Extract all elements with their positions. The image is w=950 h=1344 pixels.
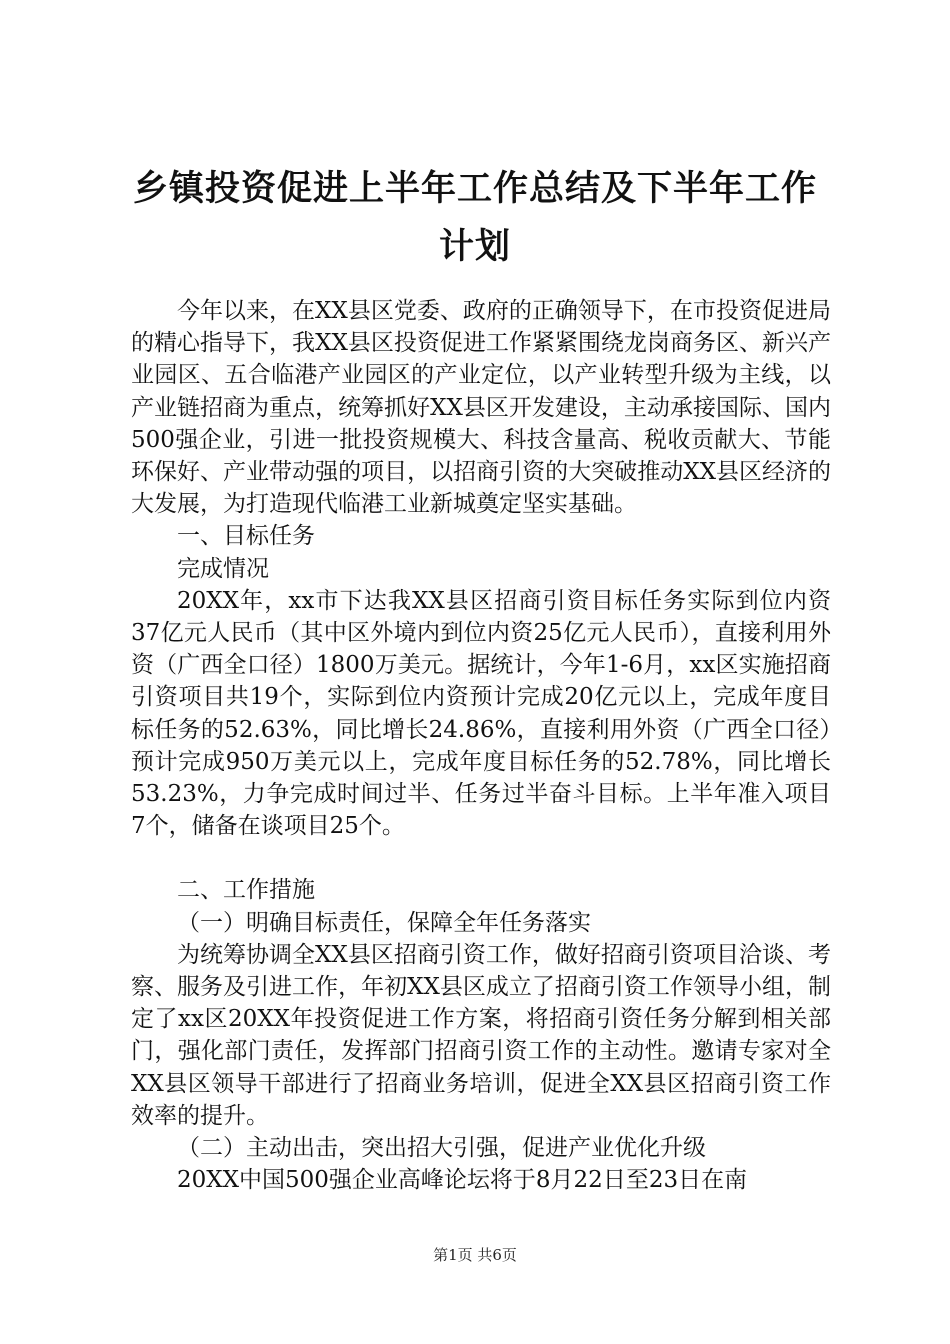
page-footer: 第1页 共6页 xyxy=(433,1246,517,1264)
subheading-measure-2: （二）主动出击，突出招大引强，促进产业优化升级 xyxy=(177,1135,706,1162)
section-heading-measures: 二、工作措施 xyxy=(177,877,315,904)
intro-paragraph: 今年以来，在XX县区党委、政府的正确领导下，在市投资促进局的精心指导下，我XX县区投资促进工作紧紧围绕龙岗商务区、新兴产业园区、五合临港产业园区的产业定位，以产业转型升级为主线，以产业链招商为重点，统筹抓好XX县区开发建设，主动承接国际、国内500强企业，引进一批投资规模大、科技含量高、税收贡献大、节能环保好、产业带动强的项目，以招商引资的大突破推动XX县区经济的大发展，为打造现代临港工业新城奠定坚实基础。 xyxy=(131,298,831,518)
completion-paragraph: 20XX年，xx市下达我XX县区招商引资目标任务实际到位内资37亿元人民币（其中区外境内到位内资25亿元人民币），直接利用外资（广西全口径）1800万美元。据统计，今年1-6月，xx区实施招商引资项目共19个，实际到位内资预计完成20亿元以上，完成年度目标任务的52.63%，同比增长24.86%，直接利用外资（广西全口径）预计完成950万美元以上，完成年度目标任务的52.78%，同比增长53.23%，力争完成时间过半、任务过半奋斗目标。上半年准入项目7个，储备在谈项目25个。 xyxy=(131,587,831,840)
document-body xyxy=(131,295,831,1196)
subheading-completion: 完成情况 xyxy=(177,555,269,582)
document-title: 乡镇投资促进上半年工作总结及下半年工作计划 xyxy=(132,168,817,267)
measure-2-paragraph: 20XX中国500强企业高峰论坛将于8月22日至23日在南 xyxy=(177,1167,748,1194)
measure-1-paragraph: 为统筹协调全XX县区招商引资工作，做好招商引资项目洽谈、考察、服务及引进工作，年初XX县区成立了招商引资工作领导小组，制定了xx区20XX年投资促进工作方案，将招商引资任务分解到相关部门，强化部门责任，发挥部门招商引资工作的主动性。邀请专家对全XX县区领导干部进行了招商业务培训，促进全XX县区招商引资工作效率的提升。 xyxy=(131,941,831,1129)
section-heading-goals: 一、目标任务 xyxy=(177,523,315,550)
subheading-measure-1: （一）明确目标责任，保障全年任务落实 xyxy=(177,909,591,936)
